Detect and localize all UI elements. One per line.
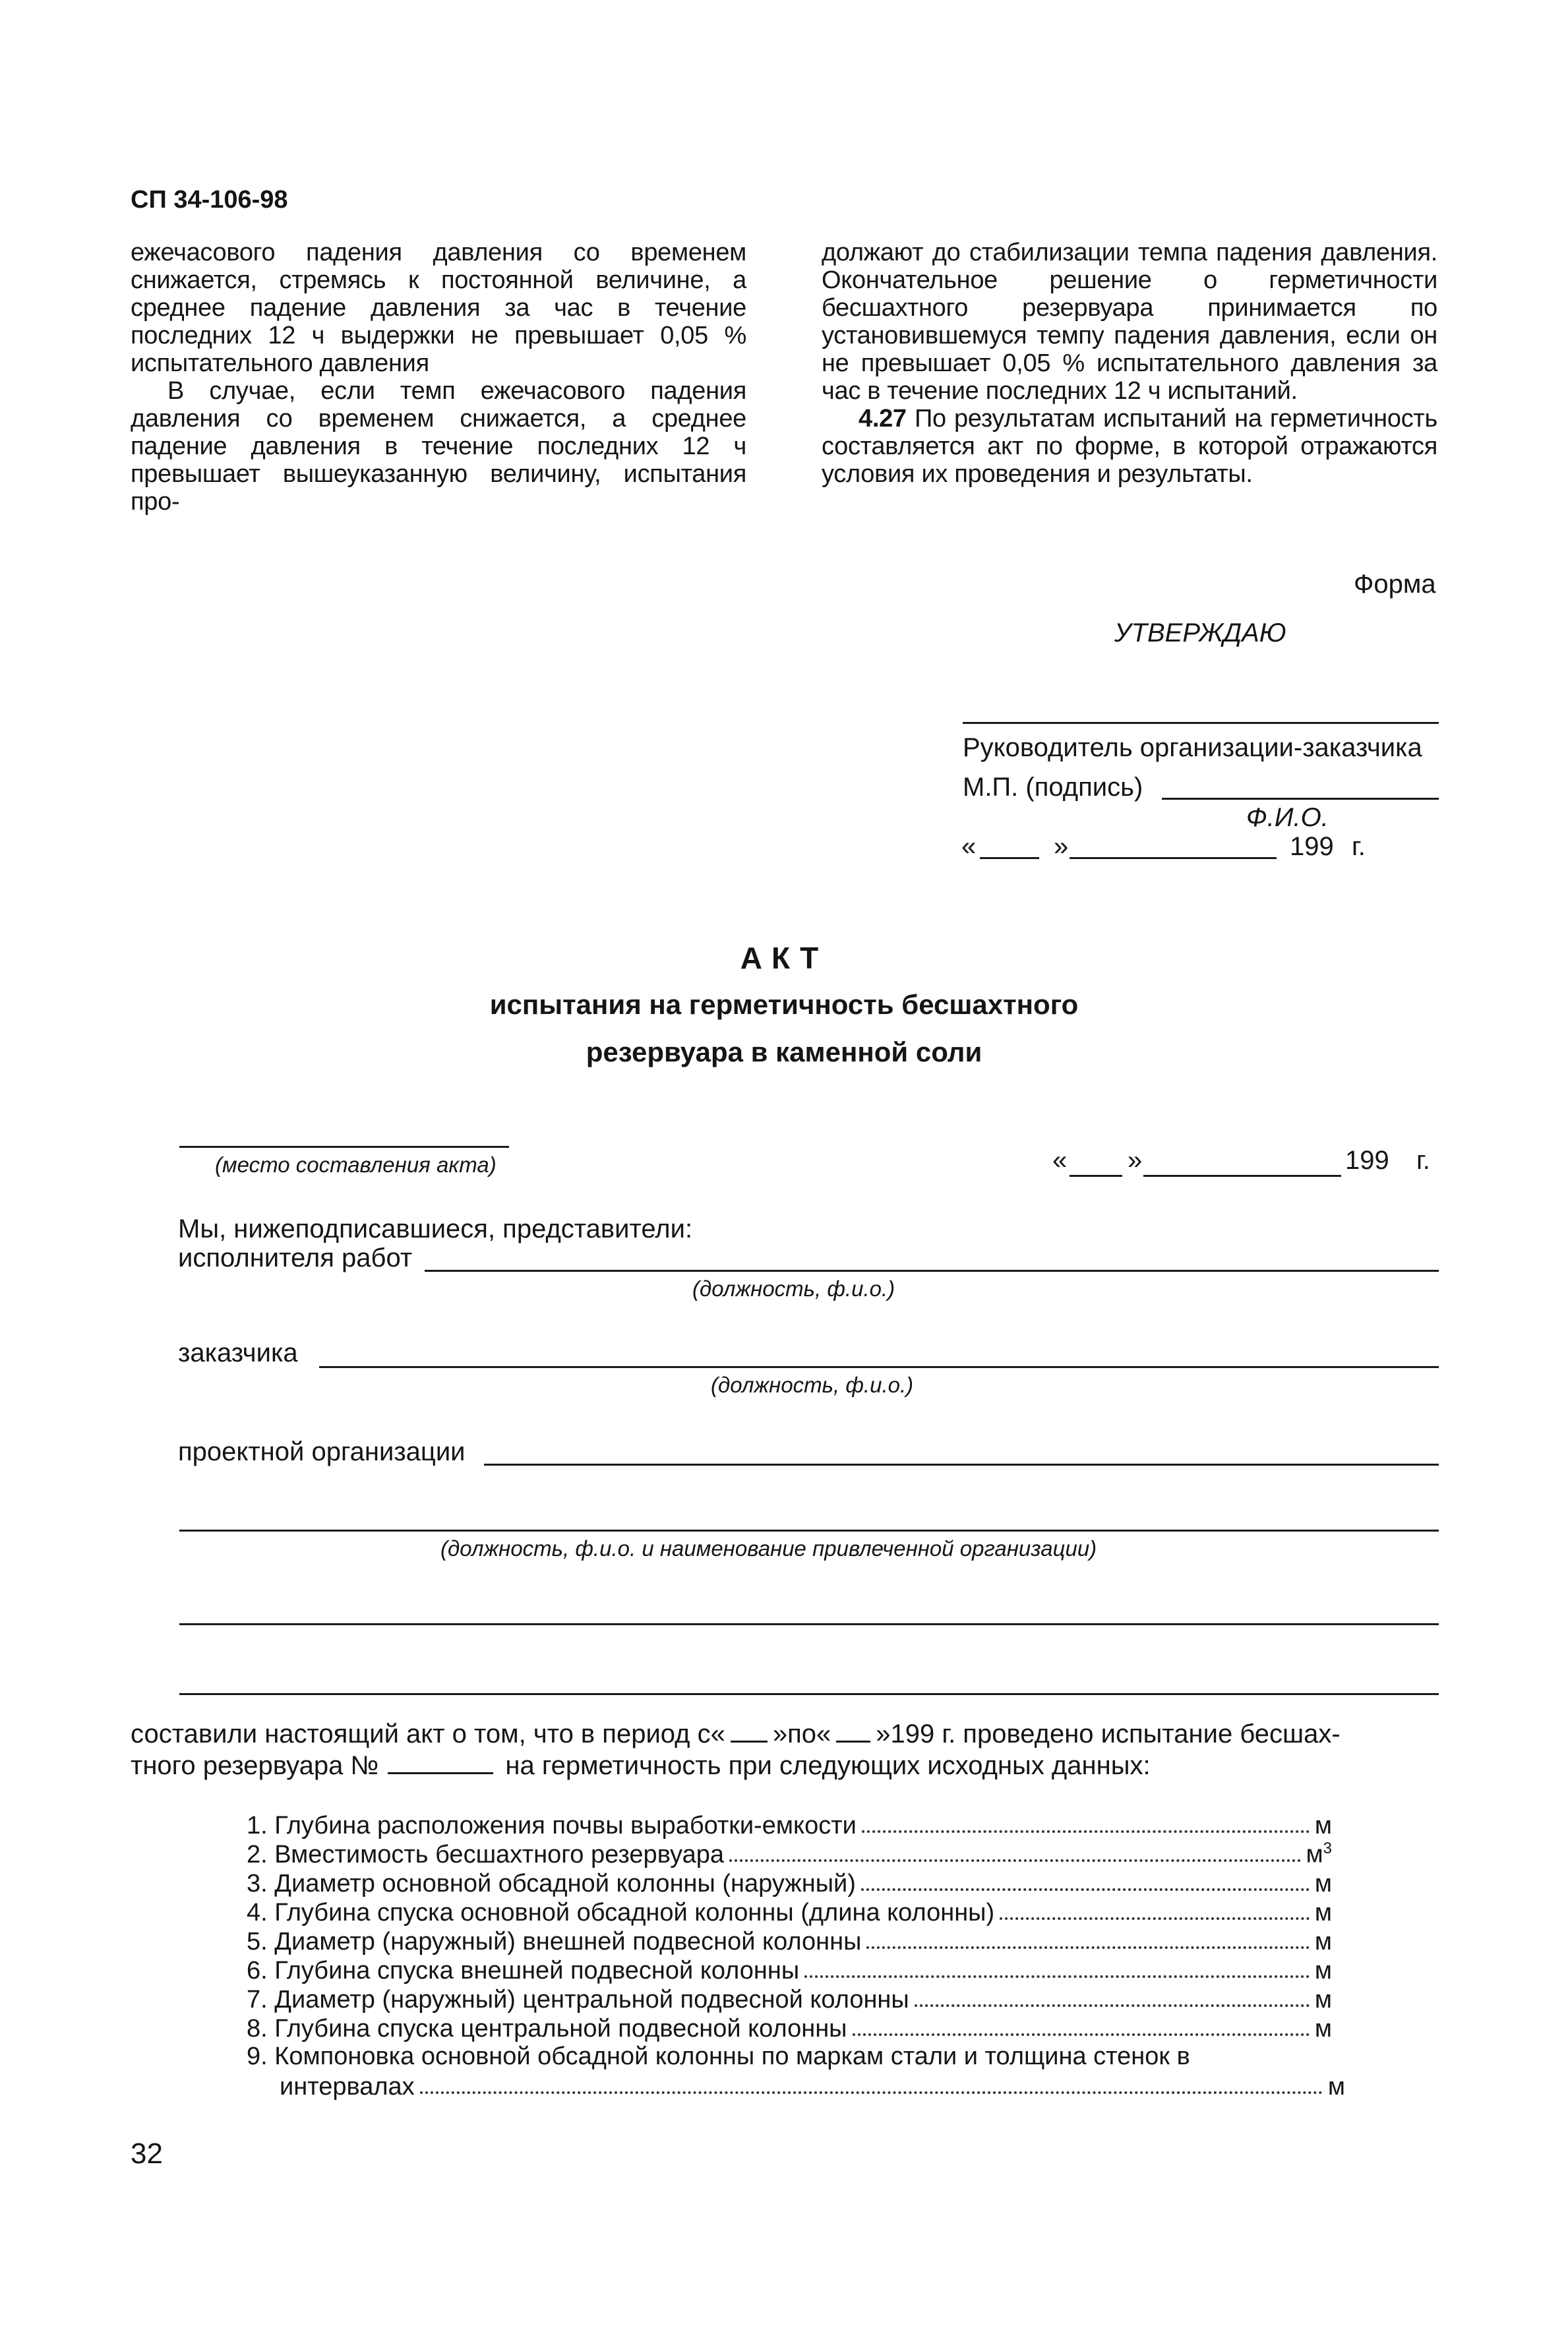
- item-number: 6.: [247, 1957, 268, 1985]
- item-number: 1.: [247, 1812, 268, 1839]
- list-item: [247, 1985, 1332, 2014]
- act-subtitle-line-1: испытания на герметичность бесшахтного: [489, 989, 1079, 1020]
- item-number: 9.: [247, 2043, 268, 2070]
- act-month-line: [1143, 1175, 1341, 1177]
- period-to-blank: [836, 1741, 870, 1743]
- compiled-line-2: [131, 1751, 1151, 1780]
- approved-label: УТВЕРЖДАЮ: [1114, 618, 1286, 647]
- list-item: [247, 1956, 1332, 1985]
- item-number: 5.: [247, 1928, 268, 1956]
- executor-label: исполнителя работ: [178, 1243, 413, 1272]
- list-item: [247, 2014, 1332, 2043]
- right-paragraph-2: [822, 405, 1437, 488]
- act-subtitle-line-2: резервуара в каменной соли: [586, 1036, 982, 1067]
- item-unit: м: [1314, 1986, 1332, 2014]
- item-unit: м: [1314, 1899, 1332, 1927]
- approval-day-line: [980, 857, 1039, 859]
- compiled-text-po: »по«: [772, 1719, 831, 1748]
- compiled-text-start: составили настоящий акт о том, что в период с«: [131, 1719, 725, 1748]
- list-item: [247, 1810, 1332, 1839]
- right-paragraph-1: должают до стабилизации темпа падения давления. Окончательное решение о герметичности бесшахтного резервуара принимается по установившемуся темпу падения давления, если он не превышает 0,05 % испытательного давления за час в течение последних 12 ч испытаний.: [822, 239, 1437, 405]
- list-item: [247, 1897, 1332, 1927]
- item-text: Глубина спуска центральной подвесной колонны: [274, 2015, 847, 2043]
- act-year-suffix: г.: [1416, 1146, 1430, 1175]
- place-line: [179, 1146, 509, 1148]
- item-number: 7.: [247, 1986, 268, 2014]
- item-number: 3.: [247, 1870, 268, 1897]
- item-text: Глубина спуска основной обсадной колонны (длина колонны): [274, 1899, 995, 1927]
- reservoir-number-blank: [388, 1772, 493, 1774]
- act-title: АКТ: [740, 941, 828, 975]
- clause-text: По результатам испытаний на герметичность составляется акт по форме, в которой отражаются условия их проведения и результаты.: [822, 405, 1437, 488]
- item-text: Вместимость бесшахтного резервуара: [274, 1841, 725, 1868]
- item-text: Глубина спуска внешней подвесной колонны: [274, 1957, 800, 1985]
- act-day-line: [1070, 1175, 1122, 1177]
- document-code: СП 34-106-98: [131, 186, 288, 214]
- customer-line: [319, 1366, 1439, 1368]
- place-caption: (место составления акта): [215, 1152, 497, 1177]
- act-date-open: «: [1052, 1146, 1068, 1175]
- item-text: Глубина расположения почвы выработки-емкости: [274, 1812, 857, 1839]
- executor-caption: (должность, ф.и.о.): [692, 1276, 895, 1301]
- item-text: Диаметр (наружный) центральной подвесной колонны: [274, 1986, 909, 2014]
- item-text: интервалах: [280, 2073, 415, 2101]
- item-number: 4.: [247, 1899, 268, 1927]
- item-unit: м: [1314, 2015, 1332, 2043]
- act-date-close: »: [1128, 1146, 1143, 1175]
- item-text: Диаметр основной обсадной колонны (наружный): [274, 1870, 856, 1897]
- item-unit-superscript: 3: [1323, 1839, 1332, 1858]
- executor-line: [425, 1270, 1439, 1272]
- compiled-line-1: [131, 1719, 1341, 1748]
- item-text: Компоновка основной обсадной колонны по маркам стали и толщина стенок в: [274, 2043, 1190, 2070]
- form-label: Форма: [1354, 570, 1436, 599]
- design-org-line: [484, 1464, 1439, 1466]
- clause-number: 4.27: [859, 405, 907, 433]
- compiled-text-rest: »199 г. проведено испытание бесшах-: [876, 1719, 1341, 1748]
- period-from-blank: [731, 1741, 768, 1743]
- act-year: 199: [1345, 1146, 1389, 1175]
- blank-line-2: [179, 1693, 1439, 1695]
- approver-signature-line: [963, 722, 1439, 724]
- compiled-initial-data-text: на герметичность при следующих исходных данных:: [505, 1751, 1151, 1780]
- compiled-reservoir-text: тного резервуара №: [131, 1751, 379, 1780]
- approval-date-open: «: [961, 832, 977, 861]
- list-item-continuation: [247, 2072, 1345, 2101]
- approval-year-suffix: г.: [1352, 832, 1366, 861]
- approver-title: Руководитель организации-заказчика: [963, 733, 1422, 762]
- approval-month-line: [1070, 857, 1277, 859]
- list-item: [247, 1868, 1332, 1897]
- item-unit: м: [1327, 2073, 1345, 2101]
- fio-caption: Ф.И.О.: [1246, 803, 1329, 832]
- blank-line-1: [179, 1623, 1439, 1625]
- representatives-intro: Мы, нижеподписавшиеся, представители:: [178, 1214, 693, 1243]
- item-text: Диаметр (наружный) внешней подвесной колонны: [274, 1928, 862, 1956]
- left-column: [131, 239, 746, 516]
- stamp-signature-label: М.П. (подпись): [963, 773, 1143, 802]
- design-org-label: проектной организации: [178, 1437, 466, 1466]
- approval-year: 199: [1290, 832, 1334, 861]
- customer-label: заказчика: [178, 1338, 298, 1367]
- item-number: 8.: [247, 2015, 268, 2043]
- left-paragraph-2: В случае, если темп ежечасового падения давления со временем снижается, а среднее падение давления в течение последних 12 ч превышает вышеуказанную величину, испытания про-: [131, 377, 746, 516]
- design-org-line-2: [179, 1530, 1439, 1532]
- item-unit: м: [1314, 1928, 1332, 1956]
- list-item: [247, 1927, 1332, 1956]
- list-item: [247, 1839, 1332, 1868]
- right-column: [822, 239, 1437, 488]
- initial-data-list: [247, 1810, 1345, 2101]
- signature-line: [1162, 798, 1439, 800]
- customer-caption: (должность, ф.и.о.): [711, 1373, 914, 1397]
- item-number: 2.: [247, 1841, 268, 1868]
- item-unit: м: [1314, 1957, 1332, 1985]
- list-item: [247, 2043, 1332, 2072]
- item-unit: м: [1314, 1812, 1332, 1839]
- page-number: 32: [131, 2137, 163, 2170]
- approval-date-close: »: [1054, 832, 1069, 861]
- design-org-caption: (должность, ф.и.о. и наименование привлеченной организации): [440, 1536, 1097, 1561]
- item-unit: $м^3$: [1306, 1839, 1332, 1868]
- item-unit: м: [1314, 1870, 1332, 1897]
- left-paragraph-1: ежечасового падения давления со временем снижается, стремясь к постоянной величине, а среднее падение давления за час в течение последних 12 ч выдержки не превышает 0,05 % испытательного давления: [131, 239, 746, 377]
